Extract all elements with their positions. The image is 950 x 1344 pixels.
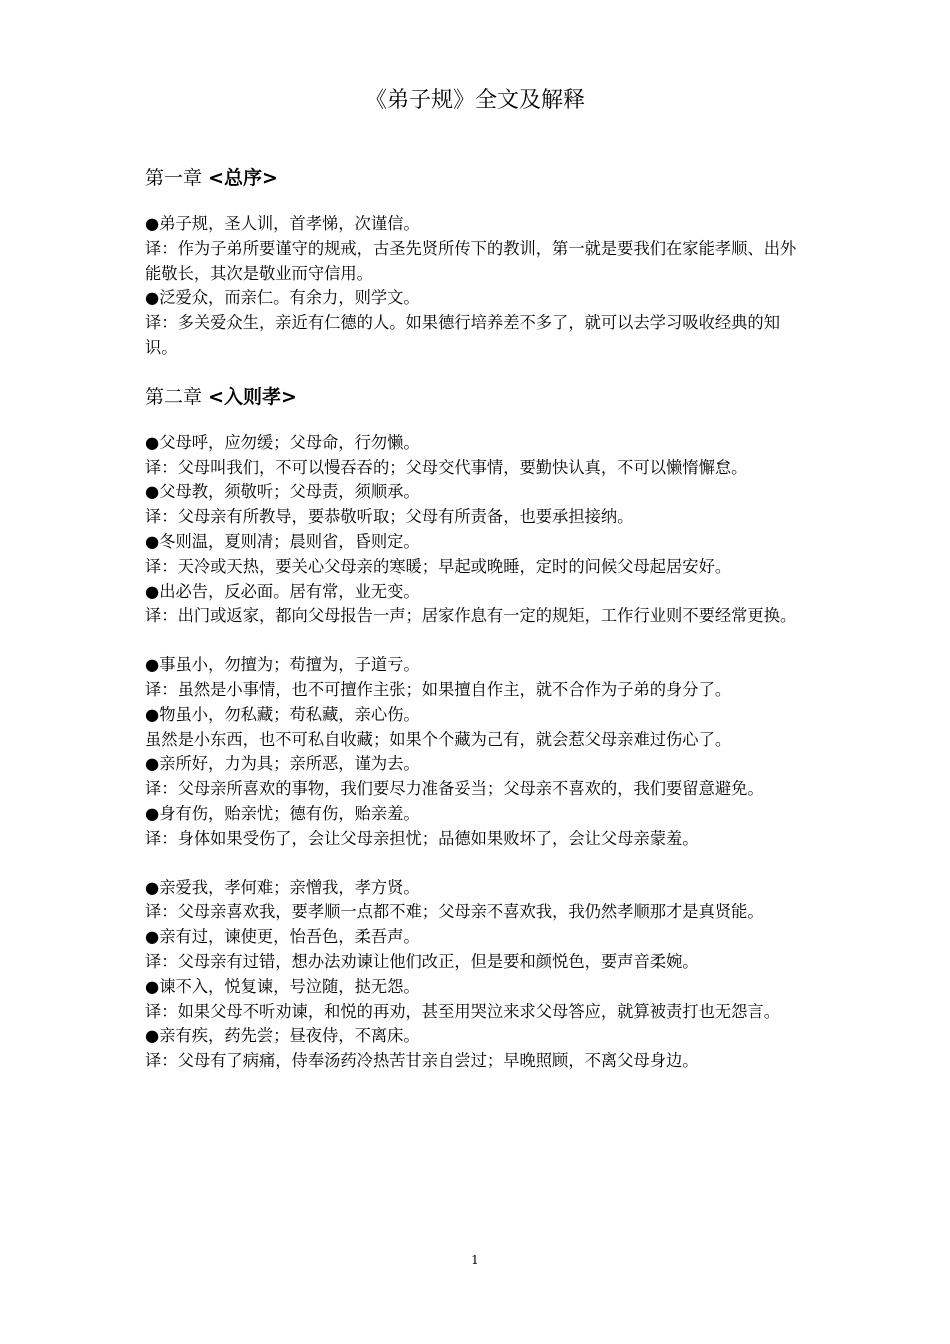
translation-line: 译：父母亲喜欢我，要孝顺一点都不难；父母亲不喜欢我，我仍然孝顺那才是真贤能。: [145, 902, 764, 922]
verse-line: ●谏不入，悦复谏，号泣随，挞无怨。: [145, 976, 420, 996]
translation-line: 译：父母有了病痛，侍奉汤药冷热苦甘亲自尝过；早晚照顾，不离父母身边。: [145, 1051, 699, 1071]
translation-line: 译：父母亲有过错，想办法劝谏让他们改正，但是要和颜悦色，要声音柔婉。: [145, 951, 699, 971]
chapter-heading: [145, 164, 810, 192]
verse-line: ●出必告，反必面。居有常，业无变。: [145, 581, 420, 601]
verse-line: ●父母呼，应勿缓；父母命，行勿懒。: [145, 432, 420, 452]
translation-line: 译：虽然是小事情，也不可擅作主张；如果擅自作主，就不合作为子弟的身分了。: [145, 679, 732, 699]
chapter-tag: <入则孝>: [208, 385, 297, 408]
spacer: [145, 629, 810, 653]
translation-line: 译：父母亲所喜欢的事物，我们要尽力准备妥当；父母亲不喜欢的，我们要留意避免。: [145, 779, 764, 799]
verse-line: ●亲爱我，孝何难；亲憎我，孝方贤。: [145, 877, 420, 897]
translation-line: 译：天冷或天热，要关心父母亲的寒暖；早起或晚睡，定时的问候父母起居安好。: [145, 556, 732, 576]
verse-line: ●父母教，须敬听；父母责，须顺承。: [145, 482, 420, 502]
spacer: [145, 852, 810, 876]
verse-line: ●物虽小，勿私藏；苟私藏，亲心伤。: [145, 704, 420, 724]
translation-line: 译：身体如果受伤了，会让父母亲担忧；品德如果败坏了，会让父母亲蒙羞。: [145, 828, 699, 848]
chapter-tag: <总序>: [208, 167, 278, 189]
translation-line: 译：作为子弟所要谨守的规戒，古圣先贤所传下的教训，第一就是要我们在家能孝顺、出外能敬长，其次是敬业而守信用。: [145, 238, 797, 283]
page-title: 《弟子规》全文及解释: [364, 88, 585, 113]
verse-line: ●亲有过，谏使更，怡吾色，柔吾声。: [145, 927, 420, 947]
chapter-heading: [145, 383, 810, 411]
translation-line: 译：父母叫我们，不可以慢吞吞的；父母交代事情，要勤快认真，不可以懒惰懈怠。: [145, 457, 748, 477]
verse-line: ●亲所好，力为具；亲所恶，谨为去。: [145, 754, 420, 774]
verse-line: ●身有伤，贻亲忧；德有伤，贻亲羞。: [145, 803, 420, 823]
verse-line: ●泛爱众，而亲仁。有余力，则学文。: [145, 288, 420, 308]
document-body: [145, 164, 810, 1074]
translation-line: 译：父母亲有所教导，要恭敬听取；父母有所责备，也要承担接纳。: [145, 507, 634, 527]
translation-line: 虽然是小东西，也不可私自收藏；如果个个藏为己有，就会惹父母亲难过伤心了。: [145, 729, 732, 749]
translation-line: 译：多关爱众生，亲近有仁德的人。如果德行培养差不多了，就可以去学习吸收经典的知识。: [145, 313, 780, 357]
verse-line: ●冬则温，夏则凊；晨则省，昏则定。: [145, 531, 420, 551]
verse-line: ●弟子规，圣人训，首孝悌，次谨信。: [145, 214, 420, 233]
spacer: [145, 361, 810, 383]
verse-line: ●事虽小，勿擅为；苟擅为，子道亏。: [145, 655, 420, 675]
chapter-label: 第一章: [145, 167, 203, 189]
translation-line: 译：出门或返家，都向父母报告一声；居家作息有一定的规矩，工作行业则不要经常更换。: [145, 606, 797, 626]
chapter-label: 第二章: [145, 385, 203, 408]
translation-line: 译：如果父母不听劝谏，和悦的再劝，甚至用哭泣来求父母答应，就算被责打也无怨言。: [145, 1001, 780, 1021]
verse-line: ●亲有疾，药先尝；昼夜侍，不离床。: [145, 1026, 420, 1046]
page-number: 1: [471, 1253, 479, 1267]
